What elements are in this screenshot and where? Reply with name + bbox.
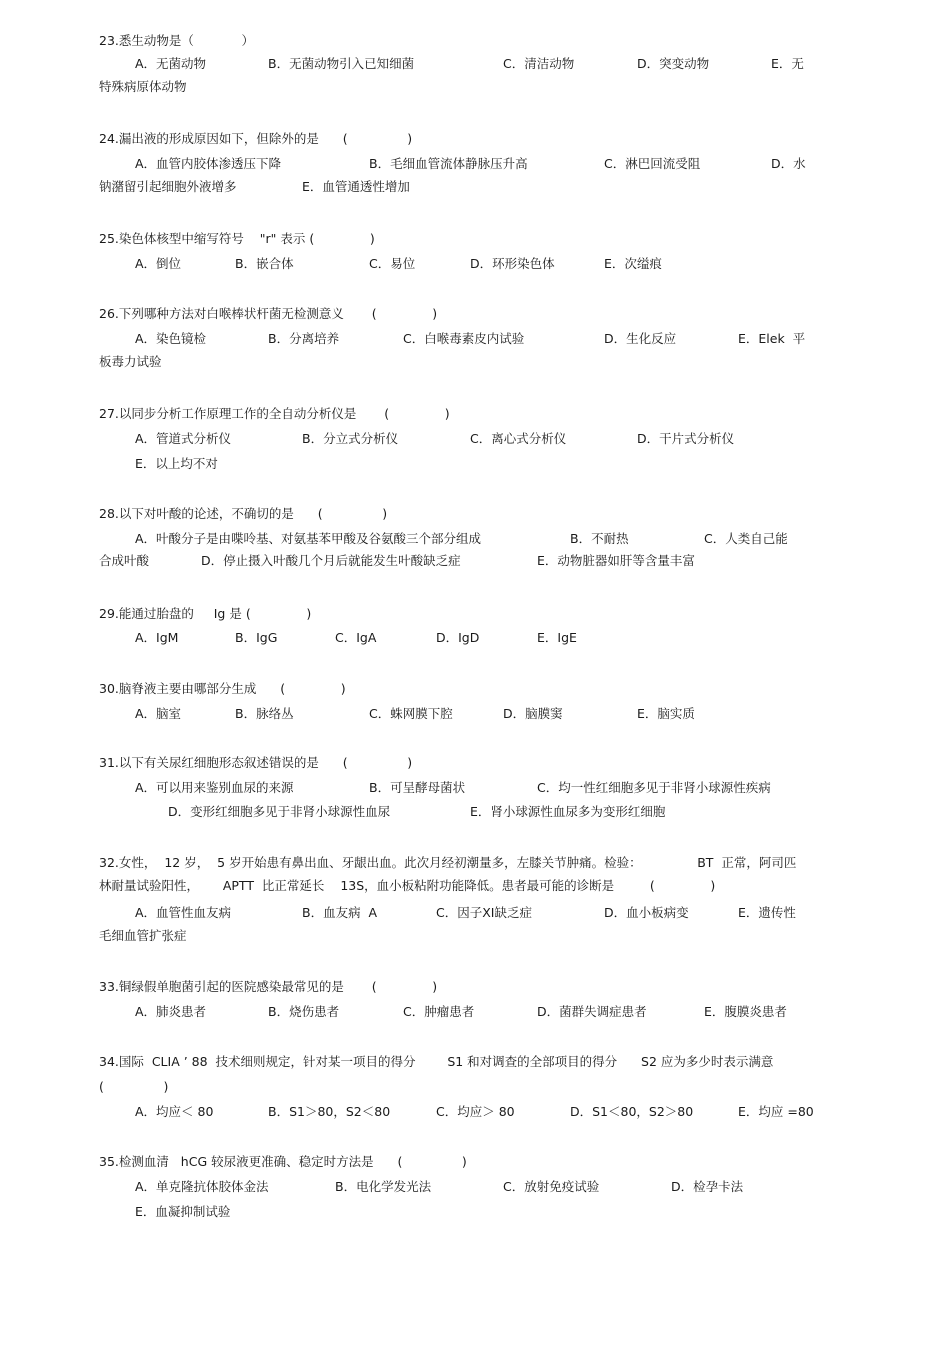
option-a: A．倒位 (135, 256, 182, 271)
option-e: E．Elek 平 (738, 331, 806, 346)
option-continuation: 特殊病原体动物 (99, 79, 187, 94)
option-c: C．均一性红细胞多见于非肾小球源性疾病 (537, 780, 771, 795)
option-b: B．电化学发光法 (335, 1179, 432, 1194)
question-stem: 29.能通过胎盘的 Ig 是 ( ) (99, 606, 312, 621)
option-c: C．白喉毒素皮内试验 (403, 331, 525, 346)
option-c: C．均应＞ 80 (436, 1104, 515, 1119)
option-b: B．嵌合体 (235, 256, 294, 271)
option-c: C．肿瘤患者 (403, 1004, 475, 1019)
question-stem: 23.悉生动物是（ ） (99, 33, 255, 48)
option-e: E．IgE (537, 630, 577, 645)
option-d: D．S1＜80，S2＞80 (570, 1104, 694, 1119)
option-b: B．可呈酵母菌状 (369, 780, 466, 795)
option-d: D．水 (771, 156, 806, 171)
option-e: E．动物脏器如肝等含量丰富 (537, 553, 695, 568)
question-stem-continuation: 林耐量试验阳性， APTT 比正常延长 13S，血小板粘附功能降低。患者最可能的诊断是 ( ) (99, 878, 716, 893)
option-a: A．可以用来鉴别血尿的来源 (135, 780, 294, 795)
option-c: C．易位 (369, 256, 416, 271)
option-e: E．血凝抑制试验 (135, 1204, 231, 1219)
question-stem: 28.以下对叶酸的论述，不确切的是 ( ) (99, 506, 388, 521)
option-e: E．肾小球源性血尿多为变形红细胞 (470, 804, 666, 819)
option-continuation: 板毒力试验 (99, 354, 162, 369)
option-b: B．不耐热 (570, 531, 629, 546)
option-b: B．S1＞80，S2＜80 (268, 1104, 391, 1119)
option-c: C．因子XI缺乏症 (436, 905, 532, 920)
option-a: A．叶酸分子是由喋呤基、对氨基苯甲酸及谷氨酸三个部分组成 (135, 531, 482, 546)
option-a: A．血管性血友病 (135, 905, 232, 920)
option-e: E．脑实质 (637, 706, 695, 721)
option-e: E．腹膜炎患者 (704, 1004, 787, 1019)
question-stem: 24.漏出液的形成原因如下，但除外的是 ( ) (99, 131, 413, 146)
option-a: A．IgM (135, 630, 179, 645)
option-d: D．检孕卡法 (671, 1179, 744, 1194)
option-a: A．单克隆抗体胶体金法 (135, 1179, 269, 1194)
option-b: B．烧伤患者 (268, 1004, 340, 1019)
option-c: C．人类自己能 (704, 531, 788, 546)
option-b: B．血友病 A (302, 905, 378, 920)
question-stem: 27.以同步分析工作原理工作的全自动分析仪是 ( ) (99, 406, 450, 421)
question-stem: 32.女性， 12 岁， 5 岁开始患有鼻出血、牙龈出血。此次月经初潮量多，左膝关节肿痛。检验： BT 正常，阿司匹 (99, 855, 797, 870)
option-d: D．突变动物 (637, 56, 710, 71)
option-d: D．生化反应 (604, 331, 677, 346)
question-stem: 25.染色体核型中缩写符号 "r" 表示 ( ) (99, 231, 375, 246)
question-stem: 26.下列哪种方法对白喉棒状杆菌无检测意义 ( ) (99, 306, 438, 321)
option-e: E．均应 =80 (738, 1104, 814, 1119)
option-d: D．菌群失调症患者 (537, 1004, 647, 1019)
option-d: D．脑膜窦 (503, 706, 563, 721)
question-stem: 31.以下有关尿红细胞形态叙述错误的是 ( ) (99, 755, 413, 770)
option-a: A．肺炎患者 (135, 1004, 207, 1019)
option-b: B．脉络丛 (235, 706, 294, 721)
option-d: D．IgD (436, 630, 480, 645)
question-stem: 33.铜绿假单胞菌引起的医院感染最常见的是 ( ) (99, 979, 438, 994)
option-e: E．无 (771, 56, 804, 71)
question-stem: 34.国际 CLIA ’ 88 技术细则规定，针对某一项目的得分 S1 和对调查的全部项目的得分 S2 应为多少时表示满意 (99, 1054, 774, 1069)
option-a: A．管道式分析仪 (135, 431, 232, 446)
option-continuation: 毛细血管扩张症 (99, 928, 187, 943)
option-b: B．无菌动物引入已知细菌 (268, 56, 415, 71)
option-a: A．均应＜ 80 (135, 1104, 214, 1119)
option-d: D．停止摄入叶酸几个月后就能发生叶酸缺乏症 (201, 553, 461, 568)
question-stem-continuation: ( ) (99, 1079, 169, 1094)
option-d: D．变形红细胞多见于非肾小球源性血尿 (168, 804, 391, 819)
option-a: A．无菌动物 (135, 56, 207, 71)
option-c: C．淋巴回流受阻 (604, 156, 701, 171)
option-c: C．IgA (335, 630, 377, 645)
option-continuation: 钠潴留引起细胞外液增多 (99, 179, 237, 194)
option-c: C．放射免疫试验 (503, 1179, 600, 1194)
option-e: E．血管通透性增加 (302, 179, 410, 194)
option-d: D．环形染色体 (470, 256, 555, 271)
option-c: C．蛛网膜下腔 (369, 706, 453, 721)
option-d: D．血小板病变 (604, 905, 689, 920)
option-c: C．离心式分析仪 (470, 431, 567, 446)
option-c: C．清洁动物 (503, 56, 575, 71)
question-stem: 30.脑脊液主要由哪部分生成 ( ) (99, 681, 346, 696)
option-d: D．干片式分析仪 (637, 431, 735, 446)
question-stem: 35.检测血清 hCG 较尿液更准确、稳定时方法是 ( ) (99, 1154, 467, 1169)
option-a: A．染色镜检 (135, 331, 207, 346)
option-continuation: 合成叶酸 (99, 553, 150, 568)
option-e: E．次缢痕 (604, 256, 662, 271)
option-e: E．以上均不对 (135, 456, 218, 471)
option-e: E．遗传性 (738, 905, 796, 920)
option-a: A．血管内胶体渗透压下降 (135, 156, 282, 171)
option-b: B．毛细血管流体静脉压升高 (369, 156, 528, 171)
option-a: A．脑室 (135, 706, 182, 721)
option-b: B．分离培养 (268, 331, 340, 346)
option-b: B．IgG (235, 630, 278, 645)
option-b: B．分立式分析仪 (302, 431, 399, 446)
